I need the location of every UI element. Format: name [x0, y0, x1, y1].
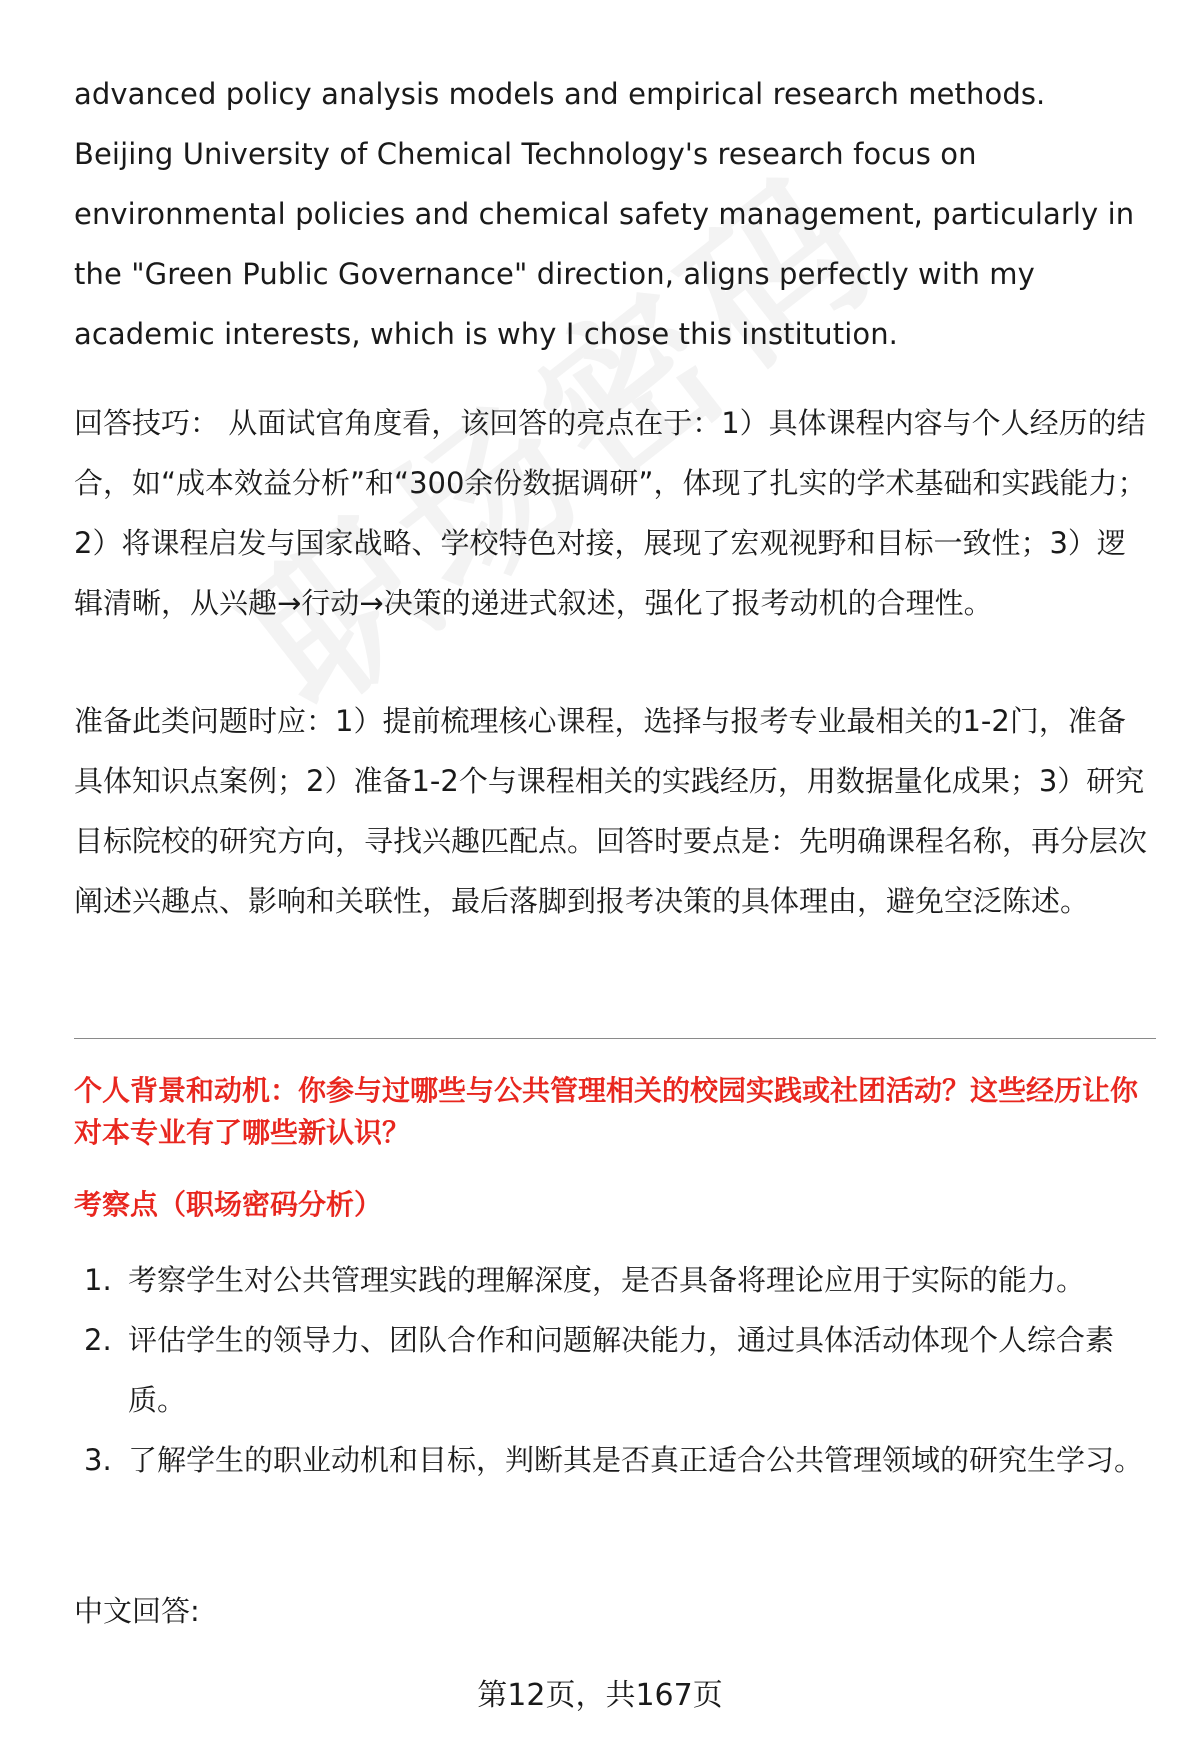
list-item-number: 2. [84, 1323, 112, 1357]
list-item-text: 评估学生的领导力、团队合作和问题解决能力，通过具体活动体现个人综合素质。 [128, 1323, 1115, 1417]
list-item-text: 了解学生的职业动机和目标，判断其是否真正适合公共管理领域的研究生学习。 [128, 1443, 1144, 1477]
list-item-text: 考察学生对公共管理实践的理解深度，是否具备将理论应用于实际的能力。 [128, 1263, 1086, 1297]
answer-tips-block [74, 393, 1154, 633]
english-answer-paragraph-block [74, 64, 1154, 364]
section-divider [74, 1038, 1156, 1039]
assessment-points-list [74, 1250, 1154, 1490]
chinese-answer-label: 中文回答: [74, 1594, 200, 1628]
list-item-number: 1. [84, 1263, 112, 1297]
list-item [74, 1310, 1154, 1430]
question-title: 个人背景和动机：你参与过哪些与公共管理相关的校园实践或社团活动？这些经历让你对本专业有了哪些新认识？ [74, 1074, 1139, 1149]
answer-tips-paragraph: 回答技巧： 从面试官角度看，该回答的亮点在于：1）具体课程内容与个人经历的结合，如“成本效益分析”和“300余份数据调研”，体现了扎实的学术基础和实践能力；2）将课程启发与国家战略、学校特色对接，展现了宏观视野和目标一致性；3）逻辑清晰，从兴趣→行动→决策的递进式叙述，强化了报考动机的合理性。 [74, 406, 1147, 620]
list-item [74, 1430, 1154, 1490]
list-item-number: 3. [84, 1443, 112, 1477]
preparation-block [74, 691, 1154, 931]
page-footer: 第12页，共167页 [477, 1678, 723, 1713]
list-item [74, 1250, 1154, 1310]
section-title: 考察点（职场密码分析） [74, 1188, 383, 1221]
preparation-paragraph: 准备此类问题时应：1）提前梳理核心课程，选择与报考专业最相关的1-2门，准备具体知识点案例；2）准备1-2个与课程相关的实践经历，用数据量化成果；3）研究目标院校的研究方向，寻找兴趣匹配点。回答时要点是：先明确课程名称，再分层次阐述兴趣点、影响和关联性，最后落脚到报考决策的具体理由，避免空泛陈述。 [74, 704, 1148, 918]
english-answer-paragraph: advanced policy analysis models and empirical research methods. Beijing University of Chemical Technology's research focus on environmental policies and chemical safety management, particularly in the "Green Public Governance" direction, aligns perfectly with my academic interests, which is why I chose this institution. [74, 77, 1135, 351]
